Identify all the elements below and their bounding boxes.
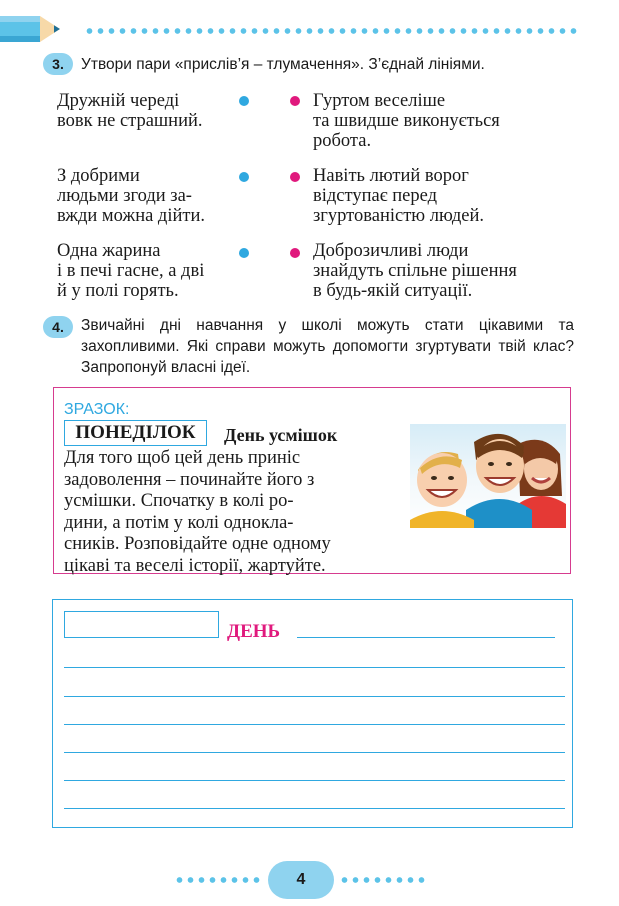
smiling-children-photo	[410, 424, 566, 528]
sample-text: Для того щоб цей день приніс задоволення – починайте його з усмішки. Спочатку в колі ро- дини, а потім у колі однокла- сників. Розповідайте одне одному цікаві та веселі історії, жартуйте.	[64, 448, 331, 576]
writing-line[interactable]	[64, 752, 565, 753]
answer-day-input[interactable]	[64, 611, 219, 638]
task-3-instruction: Утвори пари «прислів’я – тлумачення». З’єднай лініями.	[81, 56, 485, 73]
answer-box	[52, 599, 573, 828]
sample-label: ЗРАЗОК:	[64, 401, 130, 418]
proverb-2-connector[interactable]	[239, 172, 249, 182]
sample-day-title: День усмішок	[224, 425, 338, 445]
meaning-2-connector[interactable]	[290, 172, 300, 182]
footer-dotted-line-right	[339, 876, 429, 884]
sample-day-box: ПОНЕДІЛОК	[64, 420, 207, 446]
pencil-icon	[0, 12, 62, 46]
proverb-1-connector[interactable]	[239, 96, 249, 106]
meaning-3: Доброзичливі люди знайдуть спільне рішення в будь-якій ситуації.	[313, 241, 517, 301]
proverb-3-connector[interactable]	[239, 248, 249, 258]
proverb-2: З добрими людьми згоди за- вжди можна дійти.	[57, 166, 205, 226]
task-4-number: 4.	[43, 316, 73, 338]
meaning-2: Навіть лютий ворог відступає перед згуртованістю людей.	[313, 166, 484, 226]
footer-dotted-line-left	[174, 876, 264, 884]
sample-box	[53, 387, 571, 574]
header-dotted-line	[84, 27, 580, 35]
writing-line[interactable]	[64, 667, 565, 668]
task-4-instruction: Звичайні дні навчання у школі можуть стати цікавими та захопливими. Які справи можуть допомогти згуртувати твій клас? Запропонуй власні ідеї.	[81, 317, 574, 376]
proverb-3: Одна жарина і в печі гасне, а дві й у полі горять.	[57, 241, 205, 301]
answer-title-line[interactable]	[297, 637, 555, 638]
answer-day-label: ДЕНЬ	[227, 621, 281, 642]
writing-line[interactable]	[64, 724, 565, 725]
writing-line[interactable]	[64, 696, 565, 697]
meaning-1-connector[interactable]	[290, 96, 300, 106]
meaning-1: Гуртом веселіше та швидше виконується робота.	[313, 91, 500, 151]
writing-line[interactable]	[64, 808, 565, 809]
meaning-3-connector[interactable]	[290, 248, 300, 258]
proverb-1: Дружній череді вовк не страшний.	[57, 91, 203, 131]
task-3-number: 3.	[43, 53, 73, 75]
page-number: 4	[268, 861, 334, 899]
writing-line[interactable]	[64, 780, 565, 781]
